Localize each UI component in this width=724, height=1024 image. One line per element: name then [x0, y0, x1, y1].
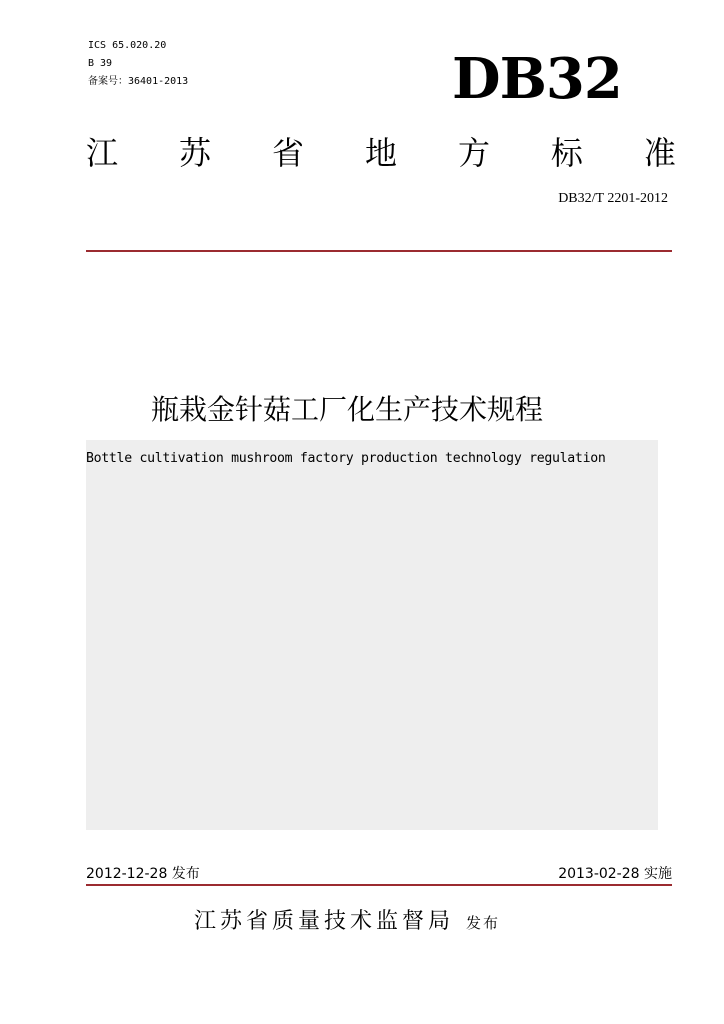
standard-number: DB32/T 2201-2012 [558, 191, 668, 206]
standard-type-heading [86, 130, 676, 176]
standard-type-char: 标 [550, 134, 583, 172]
top-divider [86, 250, 672, 252]
issuer-verb: 发布 [466, 914, 501, 932]
standard-type-char: 省 [271, 134, 304, 172]
implementation-date: 2013-02-28 实施 [558, 866, 672, 882]
classification-code: B 39 [88, 58, 113, 69]
record-number: 备案号：36401-2013 [88, 76, 189, 87]
standard-type-char: 地 [364, 134, 397, 172]
issuer-line [194, 908, 500, 937]
ics-code: ICS 65.020.20 [88, 40, 167, 51]
standard-type-char: 江 [86, 134, 119, 172]
issue-date: 2012-12-28 发布 [86, 866, 200, 882]
standard-type-char: 准 [643, 134, 676, 172]
standard-type-char: 方 [457, 134, 490, 172]
bottom-divider [86, 884, 672, 886]
document-title-english: Bottle cultivation mushroom factory production technology regulation [86, 451, 606, 466]
issuer-name: 江苏省质量技术监督局 [194, 909, 455, 934]
document-title-chinese: 瓶栽金针菇工厂化生产技术规程 [150, 393, 543, 426]
standard-code-logo: DB32 [452, 46, 622, 112]
standard-type-char: 苏 [178, 134, 211, 172]
title-placeholder-box [86, 440, 658, 830]
